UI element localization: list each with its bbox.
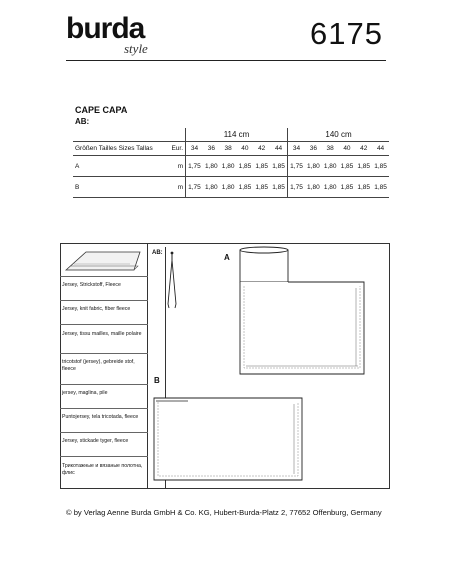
fabric-fold-icon [64,246,144,274]
yardage-cell: 1,80 [322,156,339,177]
yardage-cell: 1,75 [186,177,203,198]
fabric-divider [60,384,148,385]
fabric-divider [60,276,148,277]
yardage-cell: 1,80 [305,156,322,177]
brand-logo: burda [66,12,145,45]
fabric-divider [60,456,148,457]
fabric-divider [60,432,148,433]
size-cell: 40 [339,142,356,156]
fabric-divider [60,353,148,354]
sizes-label: Größen Tailles Sizes Tallas [73,142,171,156]
fabric-divider [60,324,148,325]
yardage-cell: 1,85 [253,156,270,177]
yardage-cell: 1,85 [339,156,356,177]
pattern-number: 6175 [310,16,383,51]
fabric-fr: Jersey, tissu mailles, maille polaire [62,331,142,337]
size-cell: 38 [220,142,237,156]
yardage-cell: 1,80 [305,177,322,198]
size-cell: 42 [253,142,270,156]
fabric-ru: Трикотажные и вязаные полотна, флис [62,463,143,476]
yardage-cell: 1,75 [288,156,305,177]
fabric-width-140: 140 cm [288,128,389,142]
row-unit: m [171,156,186,177]
size-cell: 44 [372,142,389,156]
yardage-table [73,128,389,198]
fabric-it: jersey, maglina, pile [62,390,108,396]
brand-logo-sub: style [124,41,148,56]
yardage-cell: 1,85 [355,156,372,177]
size-cell: 36 [203,142,220,156]
yardage-cell: 1,85 [253,177,270,198]
table-row [73,156,389,177]
yardage-cell: 1,85 [270,177,287,198]
layout-a-diagram [232,246,372,380]
yardage-cell: 1,85 [372,156,389,177]
layout-b-diagram [148,392,312,484]
row-unit: m [171,177,186,198]
fabric-nl: tricotstof (jersey), gebreide stof, fleece [62,359,135,372]
ab-column-label: AB: [152,250,163,256]
header-divider [66,60,386,61]
fabric-de: Jersey, Strickstoff, Fleece [62,282,121,288]
table-row [73,177,389,198]
yardage-cell: 1,85 [372,177,389,198]
size-header-row [73,142,389,156]
yardage-cell: 1,85 [270,156,287,177]
yardage-cell: 1,80 [322,177,339,198]
yardage-cell: 1,80 [220,156,237,177]
yardage-cell: 1,85 [355,177,372,198]
row-label: B [73,177,171,198]
needle-icon [164,250,180,310]
size-cell: 36 [305,142,322,156]
yardage-cell: 1,85 [237,177,254,198]
fabric-en: Jersey, knit fabric, fiber fleece [62,306,131,312]
garment-title: CAPE CAPA [75,105,128,115]
fabric-es: Puntojersey, tela tricotada, fleece [62,414,139,420]
layout-a-label: A [224,253,230,262]
size-cell: 44 [270,142,287,156]
yardage-cell: 1,80 [203,177,220,198]
view-label: AB: [75,117,90,126]
yardage-cell: 1,80 [203,156,220,177]
size-cell: 40 [237,142,254,156]
fabric-sv: Jersey, stickade tyger, fleece [62,438,129,444]
copyright-text: © by Verlag Aenne Burda GmbH & Co. KG, Hubert-Burda-Platz 2, 77652 Offenburg, Germany [66,508,382,517]
layout-b-label: B [154,376,160,385]
size-cell: 42 [355,142,372,156]
yardage-cell: 1,75 [288,177,305,198]
row-label: A [73,156,171,177]
yardage-cell: 1,85 [237,156,254,177]
fabric-width-row [73,128,389,142]
yardage-cell: 1,75 [186,156,203,177]
yardage-cell: 1,80 [220,177,237,198]
fabric-divider [60,300,148,301]
yardage-cell: 1,85 [339,177,356,198]
size-cell: 34 [186,142,203,156]
fabric-divider [60,408,148,409]
size-cell: 38 [322,142,339,156]
size-cell: 34 [288,142,305,156]
fabric-width-114: 114 cm [186,128,288,142]
eur-label: Eur. [171,142,186,156]
